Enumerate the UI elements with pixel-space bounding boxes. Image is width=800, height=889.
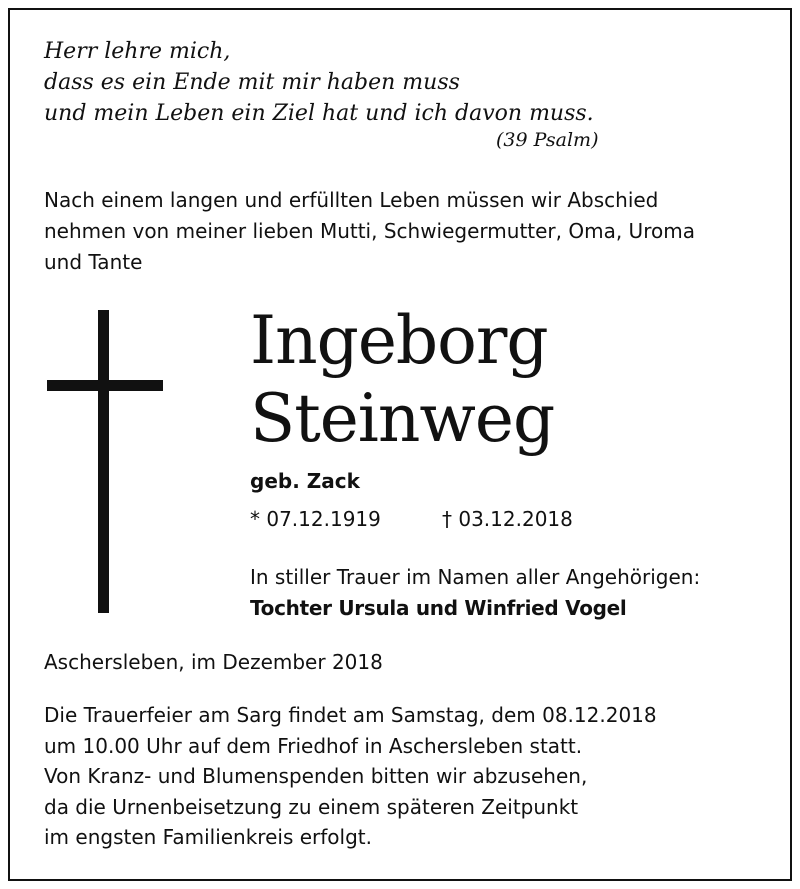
info-line: Von Kranz- und Blumenspenden bitten wir abzusehen, — [44, 764, 588, 788]
info-line: da die Urnenbeisetzung zu einem späteren Zeitpunkt — [44, 794, 579, 819]
birth-date: * 07.12.1919 — [250, 507, 381, 531]
life-dates — [250, 507, 573, 531]
info-line: im engsten Familienkreis erfolgt. — [44, 825, 372, 849]
last-name: Steinweg — [250, 380, 555, 457]
info-line: um 10.00 Uhr auf dem Friedhof in Aschersleben statt. — [44, 733, 583, 758]
psalm-verse — [44, 36, 594, 129]
mourners-names: Tochter Ursula und Winfried Vogel — [250, 596, 627, 620]
first-name: Ingeborg — [250, 302, 548, 379]
intro-text — [44, 185, 695, 278]
intro-line: und Tante — [44, 250, 143, 274]
verse-source: (39 Psalm) — [496, 129, 599, 151]
cross-horizontal-bar — [47, 380, 163, 391]
place-date: Aschersleben, im Dezember 2018 — [44, 650, 383, 674]
deceased-name — [250, 302, 554, 458]
intro-line: Nach einem langen und erfüllten Leben müssen wir Abschied — [44, 188, 659, 212]
funeral-info — [44, 700, 657, 853]
cross-vertical-bar — [98, 310, 109, 613]
mourners-block — [250, 562, 700, 624]
maiden-name: geb. Zack — [250, 469, 360, 493]
intro-line: nehmen von meiner lieben Mutti, Schwiegermutter, Oma, Uroma — [44, 219, 695, 243]
mourners-intro: In stiller Trauer im Namen aller Angehörigen: — [250, 565, 701, 589]
info-line: Die Trauerfeier am Sarg findet am Samstag, dem 08.12.2018 — [44, 703, 657, 727]
verse-line: und mein Leben ein Ziel hat und ich davon muss. — [44, 101, 594, 126]
verse-line: Herr lehre mich, — [44, 39, 231, 64]
verse-line: dass es ein Ende mit mir haben muss — [44, 70, 460, 95]
death-date: † 03.12.2018 — [442, 507, 573, 531]
